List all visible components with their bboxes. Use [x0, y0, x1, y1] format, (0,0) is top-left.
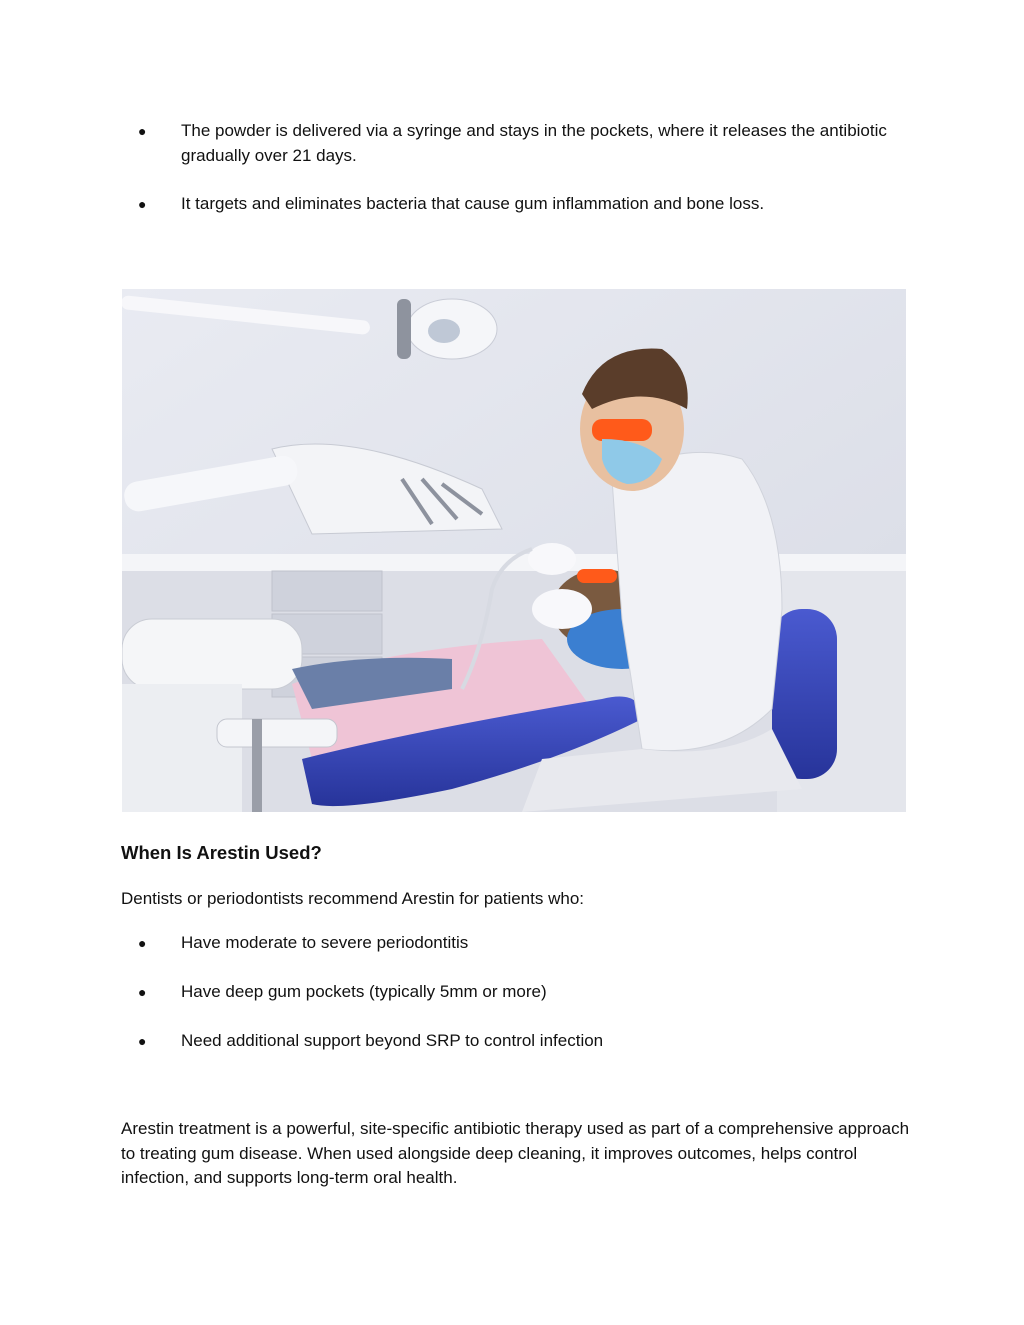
section-intro: Dentists or periodontists recommend Arestin for patients who: — [121, 889, 584, 908]
list-item-text: It targets and eliminates bacteria that cause gum inflammation and bone loss. — [181, 194, 765, 213]
list-item-text: Need additional support beyond SRP to control infection — [181, 1031, 604, 1050]
bullet-icon: ● — [138, 984, 147, 1000]
list-item — [121, 980, 911, 1005]
list-item-text: Have deep gum pockets (typically 5mm or more) — [181, 982, 547, 1001]
list-item-text: The powder is delivered via a syringe and stays in the pockets, where it releases the antibiotic gradually over 21 days. — [181, 121, 887, 165]
list-item — [121, 1029, 911, 1054]
bullet-icon: ● — [138, 123, 147, 139]
bullet-icon: ● — [138, 1033, 147, 1049]
list-item — [121, 192, 911, 217]
conclusion-paragraph: Arestin treatment is a powerful, site-specific antibiotic therapy used as part of a comprehensive approach to treating gum disease. When used alongside deep cleaning, it improves outcomes, helps control infection, and supports long-term oral health. — [121, 1119, 910, 1187]
dentist-treating-patient-photo — [122, 289, 906, 812]
list-item — [121, 119, 911, 168]
section-heading: When Is Arestin Used? — [121, 842, 322, 863]
list-item-text: Have moderate to severe periodontitis — [181, 933, 469, 952]
bullet-icon: ● — [138, 196, 147, 212]
list-item — [121, 931, 911, 956]
bullet-icon: ● — [138, 935, 147, 951]
